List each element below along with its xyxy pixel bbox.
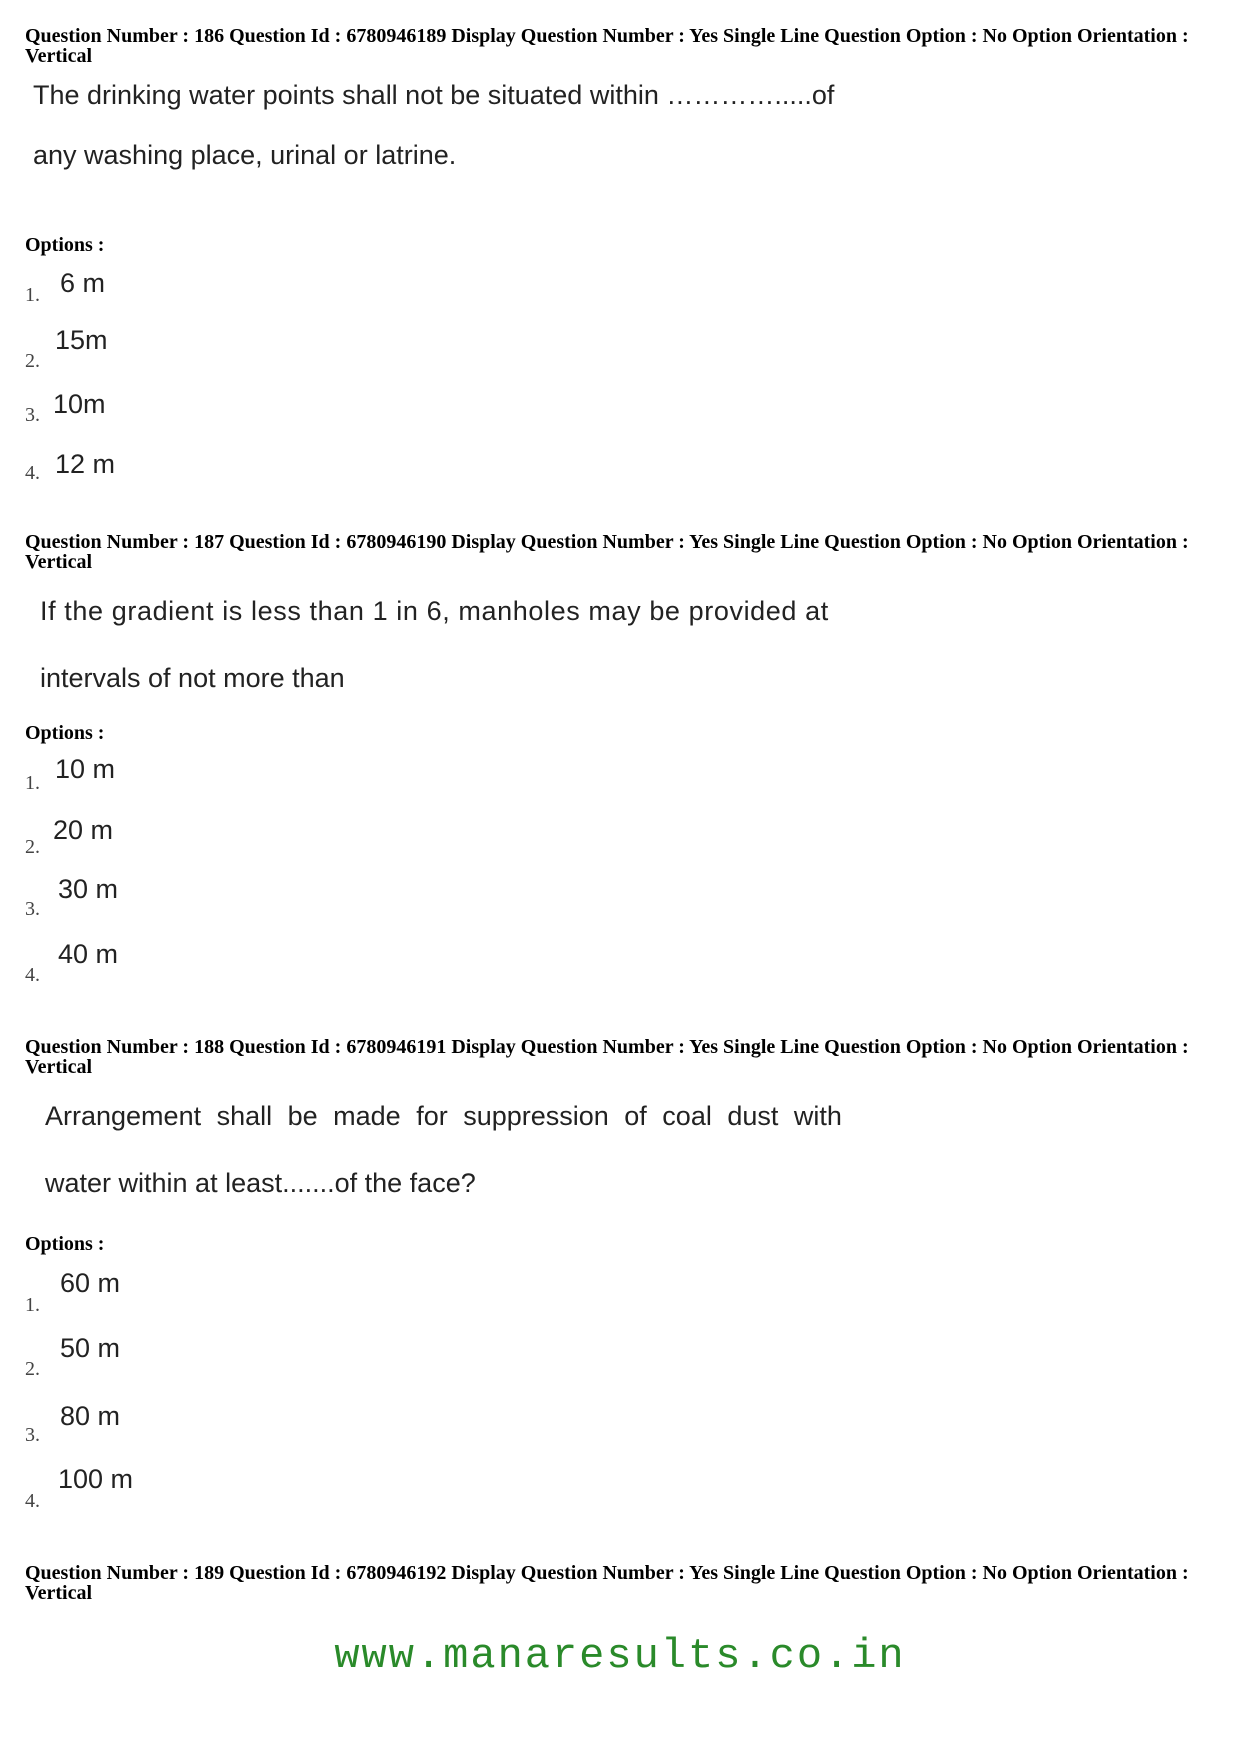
option-text: 60 m xyxy=(60,1268,121,1298)
options-label: Options : xyxy=(25,1233,105,1255)
option-number: 3. xyxy=(25,1424,40,1446)
option-number: 1. xyxy=(25,772,40,794)
option-number: 2. xyxy=(25,350,40,372)
option-text: 80 m xyxy=(60,1401,121,1431)
option-text: 10 m xyxy=(55,754,116,784)
question-meta-186: Question Number : 186 Question Id : 6780946189 Display Question Number : Yes Single Line Question Option : No Option Orientation : Vertical xyxy=(25,25,1189,67)
option-number: 4. xyxy=(25,1490,40,1512)
question-line: If the gradient is less than 1 in 6, manholes may be provided at xyxy=(40,596,829,626)
option-text: 40 m xyxy=(58,939,119,969)
options-label: Options : xyxy=(25,234,105,256)
question-line: any washing place, urinal or latrine. xyxy=(33,140,457,170)
question-line: Arrangement shall be made for suppression of coal dust with xyxy=(45,1101,842,1131)
question-line: The drinking water points shall not be situated within ………….....of xyxy=(33,80,835,110)
option-number: 2. xyxy=(25,1358,40,1380)
question-meta-187: Question Number : 187 Question Id : 6780946190 Display Question Number : Yes Single Line Question Option : No Option Orientation : Vertical xyxy=(25,531,1189,573)
option-text: 15m xyxy=(55,325,108,355)
option-text: 10m xyxy=(53,389,106,419)
option-number: 4. xyxy=(25,462,40,484)
option-text: 100 m xyxy=(58,1464,134,1494)
option-number: 1. xyxy=(25,284,40,306)
question-meta-189: Question Number : 189 Question Id : 6780946192 Display Question Number : Yes Single Line Question Option : No Option Orientation : Vertical xyxy=(25,1562,1189,1604)
option-text: 30 m xyxy=(58,874,119,904)
question-meta-188: Question Number : 188 Question Id : 6780946191 Display Question Number : Yes Single Line Question Option : No Option Orientation : Vertical xyxy=(25,1036,1189,1078)
option-number: 3. xyxy=(25,404,40,426)
option-number: 2. xyxy=(25,836,40,858)
option-text: 50 m xyxy=(60,1333,121,1363)
options-label: Options : xyxy=(25,722,105,744)
option-number: 1. xyxy=(25,1294,40,1316)
question-line: water within at least.......of the face? xyxy=(45,1168,476,1198)
option-text: 20 m xyxy=(53,815,114,845)
option-number: 3. xyxy=(25,898,40,920)
footer-watermark: www.manaresults.co.in xyxy=(334,1632,906,1680)
option-text: 6 m xyxy=(60,268,106,298)
option-number: 4. xyxy=(25,964,40,986)
question-line: intervals of not more than xyxy=(40,663,345,693)
option-text: 12 m xyxy=(55,449,116,479)
